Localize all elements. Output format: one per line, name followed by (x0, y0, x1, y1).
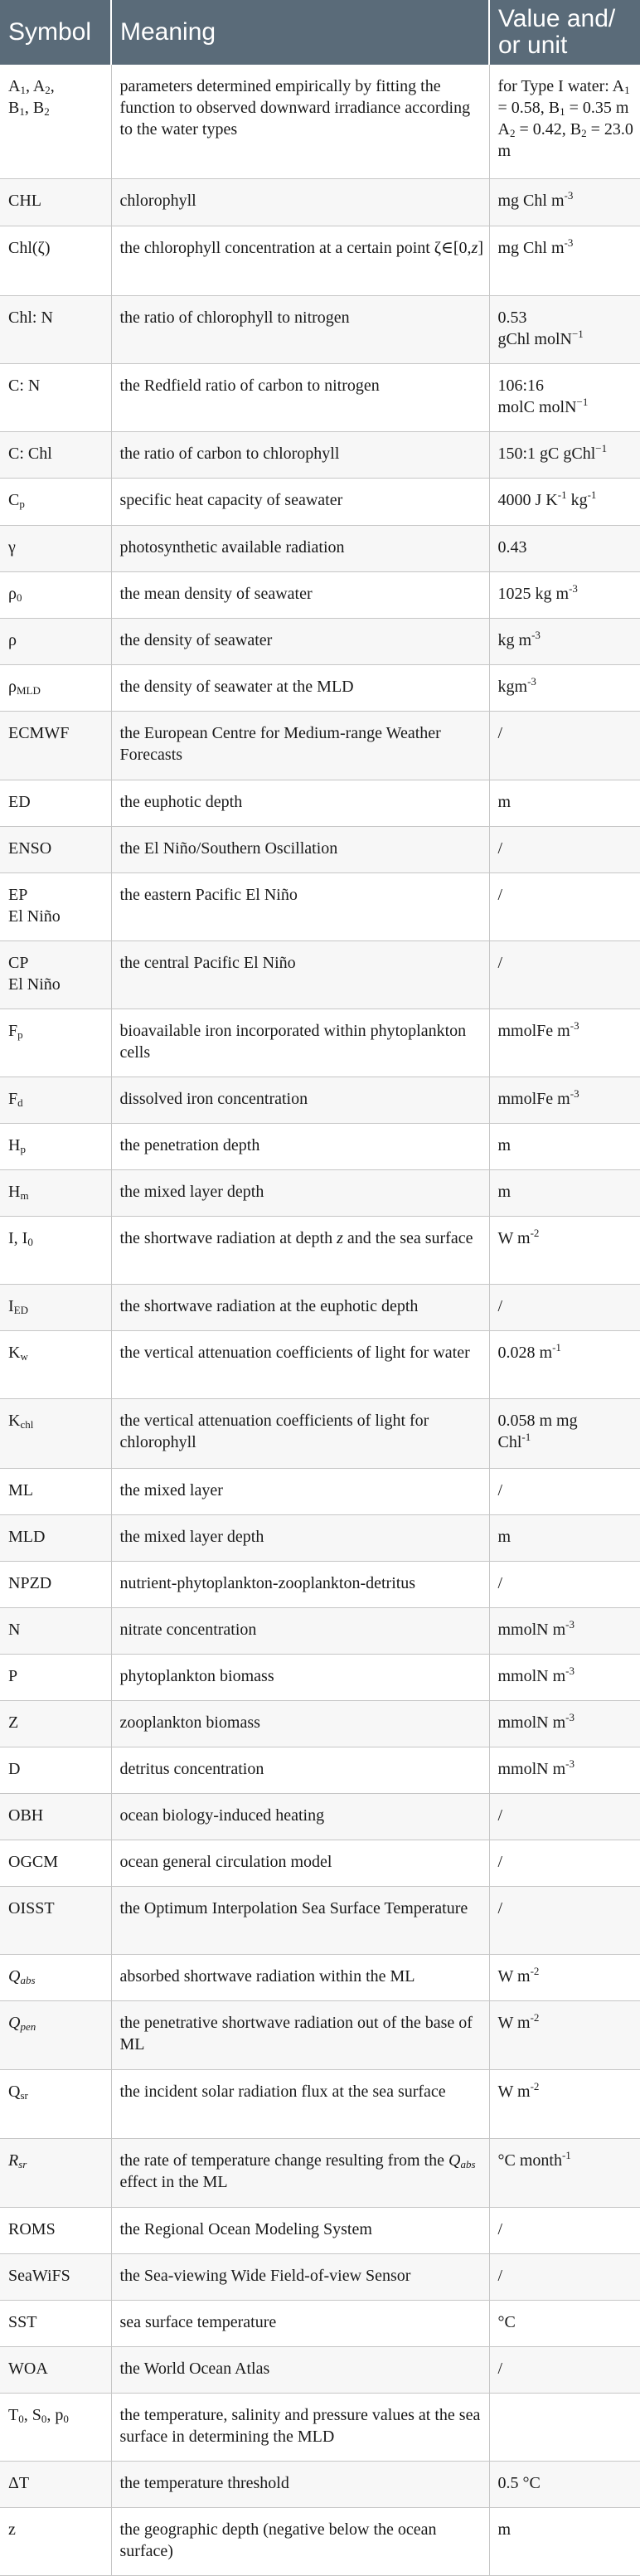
value-cell: 0.53 gChl molN$^{-1}$ (489, 295, 640, 363)
symbol-cell: D (0, 1747, 111, 1793)
value-cell: kgm$^{-3}$ (489, 664, 640, 711)
table-row (0, 1077, 640, 1123)
meaning-cell: the European Centre for Medium-range Weather Forecasts (111, 711, 489, 780)
symbol-cell: N (0, 1607, 111, 1654)
value-cell: / (489, 940, 640, 1009)
meaning-cell: the penetrative shortwave radiation out of the base of ML (111, 2000, 489, 2069)
meaning-cell: the eastern Pacific El Niño (111, 872, 489, 940)
meaning-cell: the Sea-viewing Wide Field-of-view Sensor (111, 2253, 489, 2300)
meaning-cell: the temperature threshold (111, 2461, 489, 2507)
table-row (0, 2253, 640, 2300)
symbol-cell: $F_d$ (0, 1077, 111, 1123)
value-cell: / (489, 1468, 640, 1514)
table-row (0, 1747, 640, 1793)
table-row (0, 1654, 640, 1700)
symbol-cell: ECMWF (0, 711, 111, 780)
value-cell: mmolN $m^{-3}$ (489, 1700, 640, 1747)
meaning-cell: the vertical attenuation coefficients of light for chlorophyll (111, 1398, 489, 1468)
value-cell: / (489, 1886, 640, 1954)
symbol-cell: Chl: N (0, 295, 111, 363)
table-row (0, 1561, 640, 1607)
value-cell: °C (489, 2300, 640, 2346)
table-row (0, 178, 640, 226)
table-body (0, 65, 640, 2575)
table-row (0, 363, 640, 431)
table-row (0, 1514, 640, 1561)
value-cell: for Type I water: $A_1 = 0.58$, $B_1 = 0.35$ m $A_2 = 0.42$, $B_2 = 23.0$ m (489, 65, 640, 178)
value-cell: mg Chl $m^{-3}$ (489, 178, 640, 226)
value-cell: W $m^{-2}$ (489, 2000, 640, 2069)
value-cell: W $m^{-2}$ (489, 1954, 640, 2000)
meaning-cell: the shortwave radiation at the euphotic depth (111, 1284, 489, 1330)
value-cell: 106:16 molC molN$^{-1}$ (489, 363, 640, 431)
symbol-cell: $H_m$ (0, 1169, 111, 1216)
value-cell: 150:1 gC gChl$^{-1}$ (489, 431, 640, 478)
table-row (0, 711, 640, 780)
meaning-cell: photosynthetic available radiation (111, 525, 489, 571)
symbol-cell: WOA (0, 2346, 111, 2393)
value-cell: 0.43 (489, 525, 640, 571)
value-cell: mmolFe $m^{-3}$ (489, 1009, 640, 1077)
meaning-cell: phytoplankton biomass (111, 1654, 489, 1700)
table-row (0, 1607, 640, 1654)
table-row (0, 2346, 640, 2393)
meaning-cell: the geographic depth (negative below the ocean surface) (111, 2507, 489, 2575)
symbol-cell: γ (0, 525, 111, 571)
symbol-cell: SeaWiFS (0, 2253, 111, 2300)
value-cell: 0.058 m mg Chl$^{-1}$ (489, 1398, 640, 1468)
value-cell: 4000 J $K^{-1}$ $kg^{-1}$ (489, 478, 640, 525)
header-row (0, 0, 640, 65)
meaning-cell: the Regional Ocean Modeling System (111, 2207, 489, 2253)
meaning-cell: the penetration depth (111, 1123, 489, 1169)
symbol-cell: CHL (0, 178, 111, 226)
symbol-cell: $A_1$, $A_2$, $B_1$, $B_2$ (0, 65, 111, 178)
meaning-cell: specific heat capacity of seawater (111, 478, 489, 525)
value-cell: / (489, 2207, 640, 2253)
value-cell: °C month$^{-1}$ (489, 2138, 640, 2207)
table-row (0, 2000, 640, 2069)
table-row (0, 295, 640, 363)
table-row (0, 2207, 640, 2253)
meaning-cell: the shortwave radiation at depth z and the sea surface (111, 1216, 489, 1284)
table-row (0, 431, 640, 478)
meaning-cell: the Redfield ratio of carbon to nitrogen (111, 363, 489, 431)
meaning-cell: the Optimum Interpolation Sea Surface Temperature (111, 1886, 489, 1954)
table-row (0, 2507, 640, 2575)
meaning-cell: the World Ocean Atlas (111, 2346, 489, 2393)
meaning-cell: the mixed layer (111, 1468, 489, 1514)
table-row (0, 226, 640, 295)
table-row (0, 780, 640, 826)
symbol-cell: $R_{sr}$ (0, 2138, 111, 2207)
symbol-cell: $F_p$ (0, 1009, 111, 1077)
symbol-cell: $K_w$ (0, 1330, 111, 1398)
meaning-cell: zooplankton biomass (111, 1700, 489, 1747)
value-cell: 0.5 °C (489, 2461, 640, 2507)
symbol-cell: C: Chl (0, 431, 111, 478)
table-row (0, 525, 640, 571)
symbol-cell: $\rho_{MLD}$ (0, 664, 111, 711)
value-cell: / (489, 711, 640, 780)
value-cell: / (489, 1840, 640, 1886)
table-header (0, 0, 640, 65)
meaning-cell: dissolved iron concentration (111, 1077, 489, 1123)
symbol-cell: OISST (0, 1886, 111, 1954)
symbol-cell: Z (0, 1700, 111, 1747)
table-row (0, 2300, 640, 2346)
table-row (0, 1398, 640, 1468)
meaning-cell: the mixed layer depth (111, 1169, 489, 1216)
table-row (0, 872, 640, 940)
table-row (0, 826, 640, 872)
table-row (0, 2461, 640, 2507)
meaning-cell: the mixed layer depth (111, 1514, 489, 1561)
symbol-cell: ML (0, 1468, 111, 1514)
value-cell: W $m^{-2}$ (489, 1216, 640, 1284)
meaning-cell: ocean general circulation model (111, 1840, 489, 1886)
table-row (0, 940, 640, 1009)
value-cell: mg Chl $m^{-3}$ (489, 226, 640, 295)
symbol-cell: ED (0, 780, 111, 826)
meaning-cell: bioavailable iron incorporated within phytoplankton cells (111, 1009, 489, 1077)
symbol-cell: ρ (0, 618, 111, 664)
symbol-cell: $Q_{sr}$ (0, 2069, 111, 2138)
meaning-cell: the ratio of carbon to chlorophyll (111, 431, 489, 478)
symbol-cell: $C_p$ (0, 478, 111, 525)
meaning-cell: nutrient-phytoplankton-zooplankton-detritus (111, 1561, 489, 1607)
value-cell: m (489, 1169, 640, 1216)
symbol-cell: $K_{chl}$ (0, 1398, 111, 1468)
value-cell: / (489, 2253, 640, 2300)
symbol-cell: $H_p$ (0, 1123, 111, 1169)
table-row (0, 618, 640, 664)
meaning-cell: the ratio of chlorophyll to nitrogen (111, 295, 489, 363)
symbol-cell: NPZD (0, 1561, 111, 1607)
table-row (0, 1216, 640, 1284)
table-row (0, 1886, 640, 1954)
symbol-cell: $Q_{pen}$ (0, 2000, 111, 2069)
symbol-cell: I, $I_0$ (0, 1216, 111, 1284)
table-row (0, 1840, 640, 1886)
meaning-cell: the temperature, salinity and pressure values at the sea surface in determining the MLD (111, 2393, 489, 2461)
table-row (0, 1700, 640, 1747)
value-cell: m (489, 780, 640, 826)
header-value: Value and/ or unit (489, 0, 640, 65)
table-row (0, 1793, 640, 1840)
table-row (0, 1954, 640, 2000)
symbol-cell: MLD (0, 1514, 111, 1561)
table-row (0, 1123, 640, 1169)
value-cell: / (489, 2346, 640, 2393)
symbol-cell: Chl(ζ) (0, 226, 111, 295)
value-cell: mmolN $m^{-3}$ (489, 1607, 640, 1654)
meaning-cell: sea surface temperature (111, 2300, 489, 2346)
meaning-cell: the density of seawater (111, 618, 489, 664)
value-cell: / (489, 872, 640, 940)
value-cell: / (489, 1793, 640, 1840)
symbol-cell: SST (0, 2300, 111, 2346)
table-row (0, 664, 640, 711)
meaning-cell: the rate of temperature change resulting from the $Q_{abs}$ effect in the ML (111, 2138, 489, 2207)
meaning-cell: ocean biology-induced heating (111, 1793, 489, 1840)
meaning-cell: the density of seawater at the MLD (111, 664, 489, 711)
meaning-cell: parameters determined empirically by fitting the function to observed downward irradiance according to the water types (111, 65, 489, 178)
meaning-cell: the euphotic depth (111, 780, 489, 826)
meaning-cell: nitrate concentration (111, 1607, 489, 1654)
value-cell: mmolN $m^{-3}$ (489, 1747, 640, 1793)
meaning-cell: chlorophyll (111, 178, 489, 226)
symbol-cell: OBH (0, 1793, 111, 1840)
table-row (0, 1284, 640, 1330)
meaning-cell: absorbed shortwave radiation within the ML (111, 1954, 489, 2000)
value-cell: m (489, 2507, 640, 2575)
symbol-cell: $I_{ED}$ (0, 1284, 111, 1330)
symbol-cell: z (0, 2507, 111, 2575)
value-cell: mmolFe $m^{-3}$ (489, 1077, 640, 1123)
symbol-cell: C: N (0, 363, 111, 431)
value-cell: m (489, 1514, 640, 1561)
symbol-cell: P (0, 1654, 111, 1700)
symbol-cell: ROMS (0, 2207, 111, 2253)
symbol-cell: $T_0$, $S_0$, $p_0$ (0, 2393, 111, 2461)
symbol-cell: OGCM (0, 1840, 111, 1886)
table-row (0, 478, 640, 525)
symbol-cell: ENSO (0, 826, 111, 872)
symbol-cell: CP El Niño (0, 940, 111, 1009)
symbol-cell: ΔT (0, 2461, 111, 2507)
symbol-cell: $Q_{abs}$ (0, 1954, 111, 2000)
value-cell: 0.028 $m^{-1}$ (489, 1330, 640, 1398)
value-cell (489, 2393, 640, 2461)
header-meaning: Meaning (111, 0, 489, 65)
symbol-cell: $\rho_0$ (0, 571, 111, 618)
table-row (0, 571, 640, 618)
table-row (0, 1468, 640, 1514)
value-cell: / (489, 1284, 640, 1330)
value-cell: 1025 kg $m^{-3}$ (489, 571, 640, 618)
value-cell: / (489, 826, 640, 872)
table-row (0, 2138, 640, 2207)
meaning-cell: the central Pacific El Niño (111, 940, 489, 1009)
value-cell: kg $m^{-3}$ (489, 618, 640, 664)
table-row (0, 1009, 640, 1077)
meaning-cell: the mean density of seawater (111, 571, 489, 618)
meaning-cell: the chlorophyll concentration at a certain point ζ∈[0,z] (111, 226, 489, 295)
table-row (0, 2393, 640, 2461)
value-cell: / (489, 1561, 640, 1607)
value-cell: mmolN $m^{-3}$ (489, 1654, 640, 1700)
meaning-cell: detritus concentration (111, 1747, 489, 1793)
table-row (0, 1169, 640, 1216)
value-cell: W $m^{-2}$ (489, 2069, 640, 2138)
table-row (0, 1330, 640, 1398)
meaning-cell: the incident solar radiation flux at the sea surface (111, 2069, 489, 2138)
value-cell: m (489, 1123, 640, 1169)
meaning-cell: the vertical attenuation coefficients of light for water (111, 1330, 489, 1398)
table-row (0, 65, 640, 178)
symbol-cell: EP El Niño (0, 872, 111, 940)
header-symbol: Symbol (0, 0, 111, 65)
table-row (0, 2069, 640, 2138)
meaning-cell: the El Niño/Southern Oscillation (111, 826, 489, 872)
